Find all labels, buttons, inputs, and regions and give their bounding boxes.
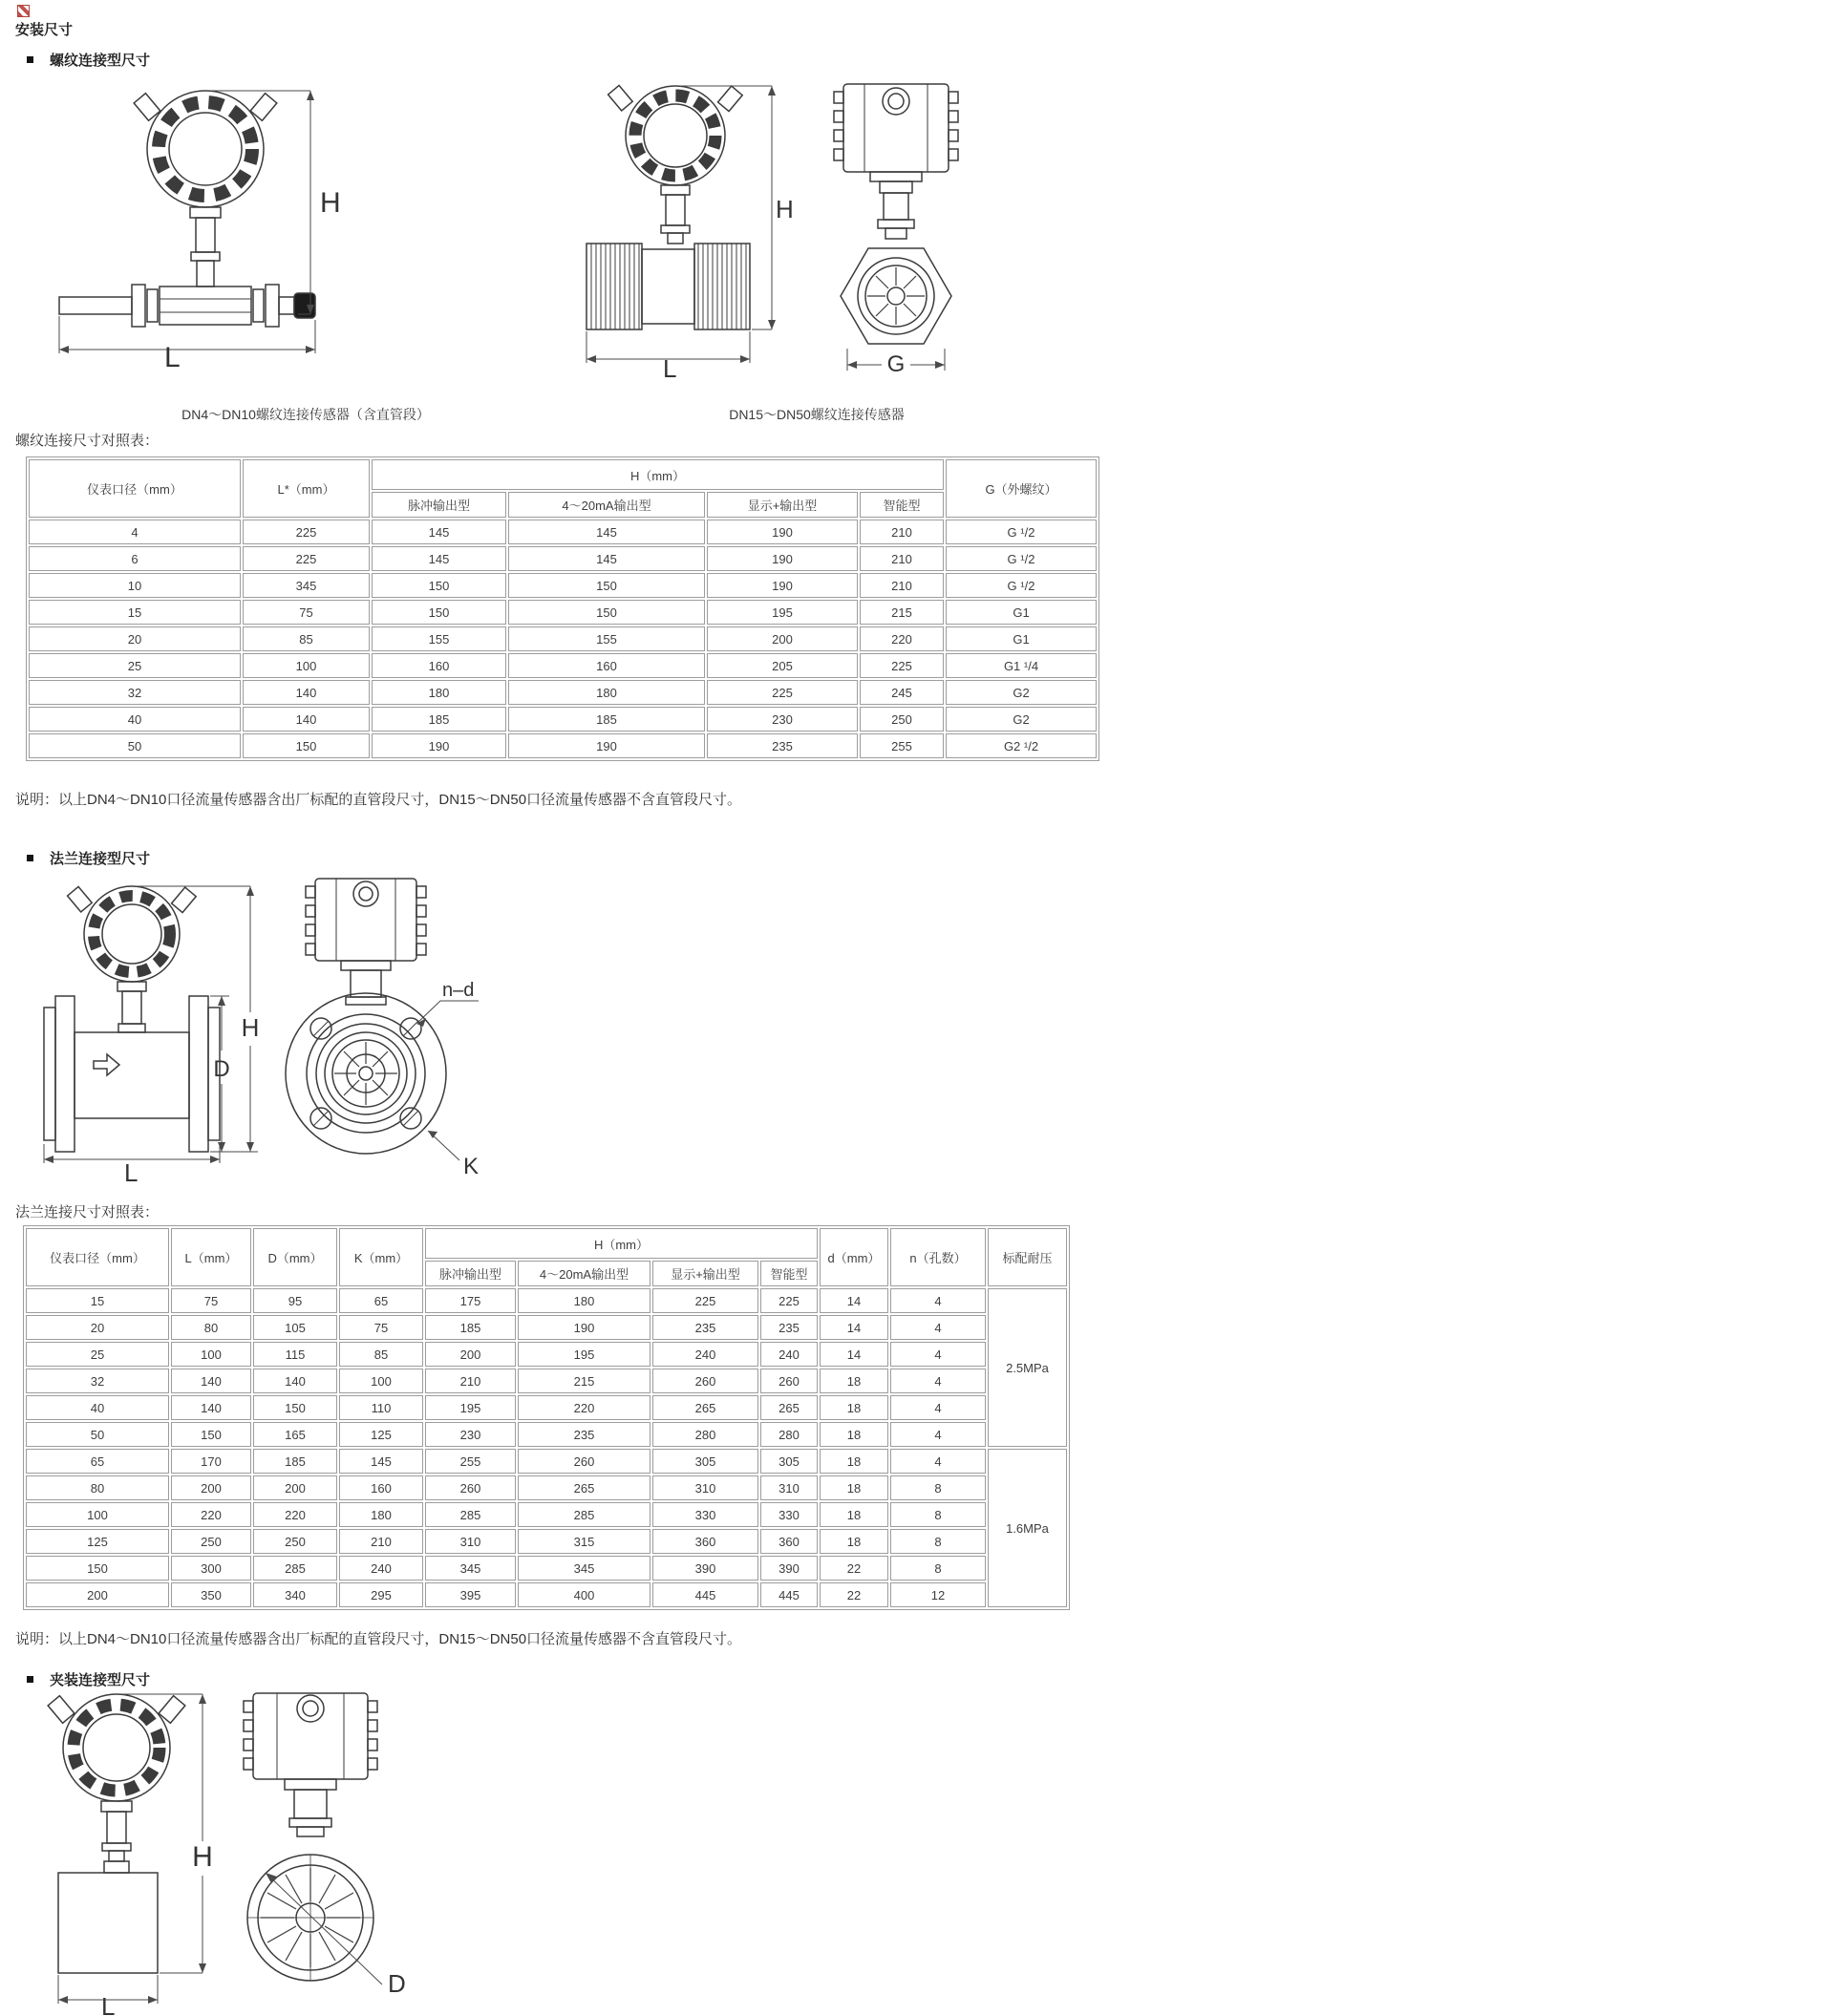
table-cell: 200 [171, 1475, 251, 1500]
table-cell: 150 [26, 1556, 169, 1581]
table-cell: 215 [860, 600, 944, 625]
table-cell: 260 [518, 1449, 650, 1474]
dim-label-h: H [192, 1841, 213, 1873]
table-cell: 75 [243, 600, 370, 625]
col-header-l: L*（mm） [243, 459, 370, 518]
table-cell: 15 [26, 1288, 169, 1313]
table-cell: 200 [26, 1582, 169, 1607]
table-row [26, 1395, 1067, 1420]
table-cell: 180 [508, 680, 705, 705]
dim-label-h: H [320, 187, 341, 219]
table-cell: 100 [243, 653, 370, 678]
clamp-rotor-view-diagram [229, 1688, 473, 2016]
table-cell: 305 [760, 1449, 818, 1474]
caption-dn15-50: DN15～DN50螺纹连接传感器 [729, 407, 905, 422]
table-cell: 150 [171, 1422, 251, 1447]
table-cell: 225 [243, 546, 370, 571]
table-cell: 65 [26, 1449, 169, 1474]
table-row [29, 600, 1097, 625]
table-cell: 285 [518, 1502, 650, 1527]
bullet-square-icon [27, 1676, 33, 1683]
table-cell: 4 [29, 520, 241, 544]
table-cell: 8 [890, 1529, 986, 1554]
table-cell: 110 [339, 1395, 423, 1420]
col-header-h-group: H（mm） [425, 1228, 818, 1259]
table-cell: 260 [652, 1369, 758, 1393]
table-cell: 18 [820, 1475, 888, 1500]
table-cell: 20 [26, 1315, 169, 1340]
table-cell: 180 [518, 1288, 650, 1313]
table-cell: 210 [860, 573, 944, 598]
table-cell: 225 [707, 680, 858, 705]
col-header-ma: 4～20mA输出型 [508, 492, 705, 518]
threaded-large-sensor-front-diagram [585, 76, 795, 380]
flange-face-diagram [282, 874, 487, 1194]
table-cell: 160 [372, 653, 506, 678]
flange-dimension-table [23, 1225, 1070, 1610]
dim-label-h: H [241, 1013, 260, 1042]
table-cell: 195 [518, 1342, 650, 1367]
dim-label-l: L [164, 342, 181, 369]
table-cell: 345 [243, 573, 370, 598]
table-cell: 4 [890, 1422, 986, 1447]
table-cell: 230 [707, 707, 858, 732]
table-cell: 85 [243, 626, 370, 651]
table-cell: 255 [425, 1449, 516, 1474]
table-cell: 220 [253, 1502, 337, 1527]
table-cell: 140 [253, 1369, 337, 1393]
table-cell: 195 [425, 1395, 516, 1420]
table-cell: 100 [171, 1342, 251, 1367]
table-cell: 125 [26, 1529, 169, 1554]
table-cell: 170 [171, 1449, 251, 1474]
table-cell: 285 [253, 1556, 337, 1581]
table-cell: 18 [820, 1449, 888, 1474]
dim-label-d: D [388, 1969, 406, 1998]
table-row [26, 1422, 1067, 1447]
table-cell: 75 [171, 1288, 251, 1313]
table-cell: 12 [890, 1582, 986, 1607]
table-cell: 80 [171, 1315, 251, 1340]
table-cell: G2 ¹/2 [946, 733, 1097, 758]
table-cell: 225 [652, 1288, 758, 1313]
col-header-n: n（孔数） [890, 1228, 986, 1286]
table-cell: 225 [860, 653, 944, 678]
table-cell: 260 [425, 1475, 516, 1500]
table-cell: 235 [707, 733, 858, 758]
table-cell: 22 [820, 1582, 888, 1607]
table-cell: 185 [372, 707, 506, 732]
table-cell: 190 [707, 520, 858, 544]
table-cell: 155 [508, 626, 705, 651]
table-cell: 8 [890, 1556, 986, 1581]
table-cell: 6 [29, 546, 241, 571]
table-cell: 150 [253, 1395, 337, 1420]
table-cell: 250 [860, 707, 944, 732]
table-cell: 140 [243, 707, 370, 732]
table-cell: 295 [339, 1582, 423, 1607]
table-row [29, 520, 1097, 544]
table-row [26, 1315, 1067, 1340]
col-header-d-hole: d（mm） [820, 1228, 888, 1286]
table-cell: 50 [29, 733, 241, 758]
table-cell: 255 [860, 733, 944, 758]
col-header-h-group: H（mm） [372, 459, 944, 490]
table-cell: 235 [518, 1422, 650, 1447]
table-row [26, 1449, 1067, 1474]
table-header-row [29, 459, 1097, 490]
table-cell: 4 [890, 1342, 986, 1367]
table-cell: 140 [171, 1369, 251, 1393]
table-cell: 360 [652, 1529, 758, 1554]
col-header-g: G（外螺纹） [946, 459, 1097, 518]
table-cell: G ¹/2 [946, 546, 1097, 571]
table-cell: 145 [372, 520, 506, 544]
dim-label-l: L [663, 354, 677, 380]
dim-label-d: D [213, 1056, 230, 1082]
table-cell: 250 [171, 1529, 251, 1554]
table-cell: 150 [372, 600, 506, 625]
table-cell: 165 [253, 1422, 337, 1447]
table-cell: 10 [29, 573, 241, 598]
table-row [26, 1342, 1067, 1367]
table-row [29, 680, 1097, 705]
table-row [29, 707, 1097, 732]
table-cell: 14 [820, 1342, 888, 1367]
table-header-row [26, 1228, 1067, 1259]
table-cell: 105 [253, 1315, 337, 1340]
col-header-pressure: 标配耐压 [988, 1228, 1067, 1286]
col-header-smart: 智能型 [760, 1261, 818, 1286]
table-cell: 185 [425, 1315, 516, 1340]
table-row [26, 1582, 1067, 1607]
table-cell: 395 [425, 1582, 516, 1607]
dim-label-h: H [776, 195, 794, 223]
table-cell: 390 [760, 1556, 818, 1581]
table-cell: 345 [518, 1556, 650, 1581]
table-cell: 145 [372, 546, 506, 571]
table-cell: 32 [29, 680, 241, 705]
table-row [26, 1502, 1067, 1527]
table-cell: 265 [652, 1395, 758, 1420]
table-cell: 15 [29, 600, 241, 625]
table-cell: 190 [372, 733, 506, 758]
table-cell: 310 [652, 1475, 758, 1500]
section-heading-flange-label: 法兰连接型尺寸 [50, 851, 151, 867]
table-cell: 445 [760, 1582, 818, 1607]
table-cell: 235 [760, 1315, 818, 1340]
table-cell: 210 [860, 520, 944, 544]
table-cell: 210 [339, 1529, 423, 1554]
bullet-square-icon [27, 56, 33, 63]
table-cell: 14 [820, 1315, 888, 1340]
table-cell: 8 [890, 1475, 986, 1500]
table-cell: 150 [508, 600, 705, 625]
threaded-large-sensor-side-diagram [807, 76, 989, 380]
table-cell: 220 [518, 1395, 650, 1420]
table-cell: 40 [26, 1395, 169, 1420]
table-cell: 230 [425, 1422, 516, 1447]
table-cell: 4 [890, 1288, 986, 1313]
col-header-diameter: 仪表口径（mm） [26, 1228, 169, 1286]
bullet-square-icon [27, 855, 33, 861]
table-row [29, 573, 1097, 598]
table-cell: 125 [339, 1422, 423, 1447]
table-cell: 4 [890, 1369, 986, 1393]
col-header-l: L（mm） [171, 1228, 251, 1286]
table-cell: G2 [946, 707, 1097, 732]
table-cell: 280 [652, 1422, 758, 1447]
table-cell: 32 [26, 1369, 169, 1393]
flange-note: 说明：以上DN4～DN10口径流量传感器含出厂标配的直管段尺寸，DN15～DN50口径流量传感器不含直管段尺寸。 [15, 1631, 742, 1647]
table-cell: 200 [707, 626, 858, 651]
table-cell: 225 [243, 520, 370, 544]
table-cell: 140 [243, 680, 370, 705]
table-cell: 215 [518, 1369, 650, 1393]
dim-label-n-d: n–d [442, 980, 475, 1001]
clamp-sensor-front-diagram [19, 1688, 253, 2016]
table-cell: 175 [425, 1288, 516, 1313]
table-cell: 18 [820, 1529, 888, 1554]
table-cell: 150 [508, 573, 705, 598]
table-cell: 220 [171, 1502, 251, 1527]
table-cell: 150 [372, 573, 506, 598]
table-cell: 190 [518, 1315, 650, 1340]
table-cell: 310 [760, 1475, 818, 1500]
table-cell: 350 [171, 1582, 251, 1607]
table-cell: 445 [652, 1582, 758, 1607]
table-cell: 145 [339, 1449, 423, 1474]
section-heading-clamp-label: 夹装连接型尺寸 [50, 1672, 151, 1688]
table-cell: 160 [508, 653, 705, 678]
table-cell: G ¹/2 [946, 520, 1097, 544]
table-cell: 65 [339, 1288, 423, 1313]
table-cell: 150 [243, 733, 370, 758]
table-row [26, 1475, 1067, 1500]
table-cell: 50 [26, 1422, 169, 1447]
caption-dn4-10: DN4～DN10螺纹连接传感器（含直管段） [181, 407, 430, 422]
table-cell: 14 [820, 1288, 888, 1313]
table-cell: 145 [508, 546, 705, 571]
table-cell: G2 [946, 680, 1097, 705]
table-cell: 4 [890, 1395, 986, 1420]
table-cell: 185 [253, 1449, 337, 1474]
table-cell: 20 [29, 626, 241, 651]
table-cell: 310 [425, 1529, 516, 1554]
table-cell: 100 [26, 1502, 169, 1527]
table-row [29, 733, 1097, 758]
col-header-pulse: 脉冲输出型 [425, 1261, 516, 1286]
table-cell: 95 [253, 1288, 337, 1313]
section-heading-clamp [27, 1669, 150, 1689]
col-header-display: 显示+输出型 [652, 1261, 758, 1286]
dim-label-l: L [124, 1158, 139, 1187]
table-cell: G1 ¹/4 [946, 653, 1097, 678]
table-cell: 18 [820, 1422, 888, 1447]
table-cell: 195 [707, 600, 858, 625]
table-cell: 18 [820, 1369, 888, 1393]
threaded-note: 说明：以上DN4～DN10口径流量传感器含出厂标配的直管段尺寸，DN15～DN50口径流量传感器不含直管段尺寸。 [15, 792, 742, 808]
table-cell: 250 [253, 1529, 337, 1554]
table-cell: 305 [652, 1449, 758, 1474]
table-cell: 400 [518, 1582, 650, 1607]
pressure-cell: 2.5MPa [988, 1288, 1067, 1447]
col-header-display: 显示+输出型 [707, 492, 858, 518]
table-cell: 285 [425, 1502, 516, 1527]
table-cell: 190 [707, 546, 858, 571]
table-row [29, 626, 1097, 651]
table-cell: 185 [508, 707, 705, 732]
table-cell: 240 [652, 1342, 758, 1367]
threaded-table-label: 螺纹连接尺寸对照表： [15, 433, 160, 449]
table-cell: 4 [890, 1315, 986, 1340]
table-cell: 190 [508, 733, 705, 758]
table-cell: 115 [253, 1342, 337, 1367]
table-cell: 85 [339, 1342, 423, 1367]
table-cell: 190 [707, 573, 858, 598]
table-cell: 180 [339, 1502, 423, 1527]
table-cell: 235 [652, 1315, 758, 1340]
table-cell: 265 [760, 1395, 818, 1420]
table-cell: 200 [425, 1342, 516, 1367]
table-cell: 25 [29, 653, 241, 678]
table-cell: 145 [508, 520, 705, 544]
table-cell: 225 [760, 1288, 818, 1313]
table-row [26, 1556, 1067, 1581]
table-cell: 18 [820, 1502, 888, 1527]
table-cell: G1 [946, 600, 1097, 625]
page-title: 安装尺寸 [15, 22, 74, 38]
table-cell: 330 [760, 1502, 818, 1527]
table-cell: 22 [820, 1556, 888, 1581]
table-cell: 210 [860, 546, 944, 571]
section-heading-threaded-label: 螺纹连接型尺寸 [50, 53, 151, 69]
col-header-ma: 4～20mA输出型 [518, 1261, 650, 1286]
table-cell: 300 [171, 1556, 251, 1581]
table-row [29, 653, 1097, 678]
col-header-smart: 智能型 [860, 492, 944, 518]
pressure-cell: 1.6MPa [988, 1449, 1067, 1607]
table-cell: 240 [339, 1556, 423, 1581]
table-row [26, 1369, 1067, 1393]
section-heading-flange [27, 848, 150, 868]
table-row [29, 546, 1097, 571]
table-cell: 360 [760, 1529, 818, 1554]
flange-table-label: 法兰连接尺寸对照表： [15, 1204, 160, 1220]
table-row [26, 1529, 1067, 1554]
table-cell: 280 [760, 1422, 818, 1447]
table-cell: 210 [425, 1369, 516, 1393]
table-cell: 180 [372, 680, 506, 705]
table-cell: 315 [518, 1529, 650, 1554]
table-cell: 80 [26, 1475, 169, 1500]
table-cell: 25 [26, 1342, 169, 1367]
flange-sensor-front-diagram [27, 874, 275, 1194]
table-cell: 220 [860, 626, 944, 651]
table-cell: 100 [339, 1369, 423, 1393]
table-cell: 340 [253, 1582, 337, 1607]
table-cell: G1 [946, 626, 1097, 651]
col-header-k: K（mm） [339, 1228, 423, 1286]
table-cell: 200 [253, 1475, 337, 1500]
table-cell: 245 [860, 680, 944, 705]
table-cell: 18 [820, 1395, 888, 1420]
table-cell: 140 [171, 1395, 251, 1420]
table-cell: G ¹/2 [946, 573, 1097, 598]
table-cell: 240 [760, 1342, 818, 1367]
table-cell: 160 [339, 1475, 423, 1500]
table-cell: 8 [890, 1502, 986, 1527]
dim-label-g: G [886, 351, 906, 377]
dim-label-l: L [101, 1992, 116, 2016]
table-cell: 205 [707, 653, 858, 678]
table-cell: 260 [760, 1369, 818, 1393]
col-header-d-flange: D（mm） [253, 1228, 337, 1286]
col-header-diameter: 仪表口径（mm） [29, 459, 241, 518]
dim-label-k: K [463, 1154, 480, 1179]
broken-image-icon [17, 5, 30, 17]
table-cell: 390 [652, 1556, 758, 1581]
table-cell: 345 [425, 1556, 516, 1581]
table-cell: 4 [890, 1449, 986, 1474]
table-row [26, 1288, 1067, 1313]
table-cell: 155 [372, 626, 506, 651]
threaded-dimension-table [26, 456, 1099, 761]
threaded-small-sensor-diagram [55, 67, 352, 369]
table-cell: 75 [339, 1315, 423, 1340]
table-cell: 40 [29, 707, 241, 732]
col-header-pulse: 脉冲输出型 [372, 492, 506, 518]
table-cell: 265 [518, 1475, 650, 1500]
table-cell: 330 [652, 1502, 758, 1527]
